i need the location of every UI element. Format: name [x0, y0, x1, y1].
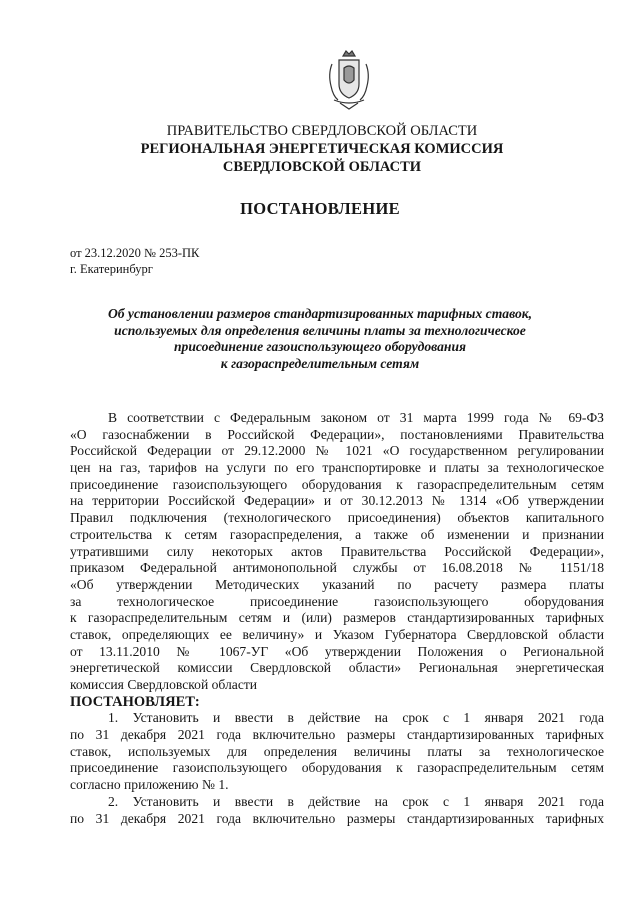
- document-body: [70, 410, 604, 827]
- body-line: «О газоснабжении в Российской Федерации», постановлениями Правительства: [70, 426, 604, 442]
- body-line: «Об утверждении Методических указаний по расчету размера платы: [70, 576, 604, 592]
- body-line: за технологическое присоединение газоиспользующего оборудования: [70, 593, 604, 609]
- body-line: приказом Федеральной антимонопольной службы от 16.08.2018 № 1151/18: [70, 560, 604, 576]
- subject-line: присоединение газоиспользующего оборудования: [173, 339, 467, 354]
- clause-1-line: согласно приложению № 1.: [70, 777, 229, 793]
- commission-name: РЕГИОНАЛЬНАЯ ЭНЕРГЕТИЧЕСКАЯ КОМИССИЯ: [140, 141, 504, 157]
- clause-1-line: присоединение газоиспользующего оборудования к газораспределительным сетям: [70, 760, 604, 776]
- body-line: Правил подключения (технологического присоединения) объектов капитального: [70, 510, 604, 526]
- body-line: к газораспределительным сетям и (или) размеров стандартизированных тарифных: [70, 610, 604, 626]
- clause-1-line: 1. Установить и ввести в действие на срок с 1 января 2021 года: [108, 710, 604, 726]
- subject-line: Об установлении размеров стандартизированных тарифных ставок,: [107, 306, 533, 321]
- subject-line: к газораспределительным сетям: [220, 355, 420, 371]
- body-line: на территории Российской Федерации» и от 30.12.2013 № 1314 «Об утверждении: [70, 493, 604, 509]
- body-line: В соответствии с Федеральным законом от 31 марта 1999 года № 69-ФЗ: [108, 410, 604, 425]
- body-line: энергетической комиссии Свердловской области» Региональная энергетическая: [70, 660, 604, 676]
- coat-of-arms-emblem: [324, 48, 374, 110]
- date-number: от 23.12.2020 № 253-ПК: [70, 246, 200, 260]
- document-subject: [60, 306, 580, 372]
- body-line: строительства к сетям газораспределения, а также об изменении и признании: [70, 526, 604, 542]
- body-line: от 13.11.2010 № 1067-УГ «Об утверждении Положения о Региональной: [70, 643, 604, 659]
- document-type-title: ПОСТАНОВЛЕНИЕ: [240, 199, 400, 218]
- clause-1-line: по 31 декабря 2021 года включительно размеры стандартизированных тарифных: [70, 727, 604, 743]
- body-line: Российской Федерации от 29.12.2000 № 1021 «О государственном регулировании: [70, 443, 604, 459]
- body-line: присоединение газоиспользующего оборудования к газораспределительным сетям: [70, 476, 604, 492]
- city: г. Екатеринбург: [70, 262, 153, 276]
- resolves-heading: ПОСТАНОВЛЯЕТ:: [70, 693, 200, 710]
- clause-2-line: 2. Установить и ввести в действие на срок с 1 января 2021 года: [108, 793, 604, 809]
- commission-region: СВЕРДЛОВСКОЙ ОБЛАСТИ: [222, 159, 422, 175]
- subject-line: используемых для определения величины платы за технологическое: [114, 322, 526, 338]
- government-name: ПРАВИТЕЛЬСТВО СВЕРДЛОВСКОЙ ОБЛАСТИ: [166, 123, 478, 139]
- body-line: цен на газ, тарифов на услуги по его транспортировке и платы за технологическое: [70, 460, 604, 476]
- clause-2-line: по 31 декабря 2021 года включительно размеры стандартизированных тарифных: [70, 810, 604, 826]
- body-line: комиссия Свердловской области: [70, 677, 258, 692]
- body-line: утратившими силу некоторых актов Правительства Российской Федерации»,: [70, 543, 604, 559]
- body-line: ставок, определяющих ее величину» и Указом Губернатора Свердловской области: [70, 626, 604, 642]
- clause-1-line: ставок, используемых для определения величины платы за технологическое: [70, 743, 604, 759]
